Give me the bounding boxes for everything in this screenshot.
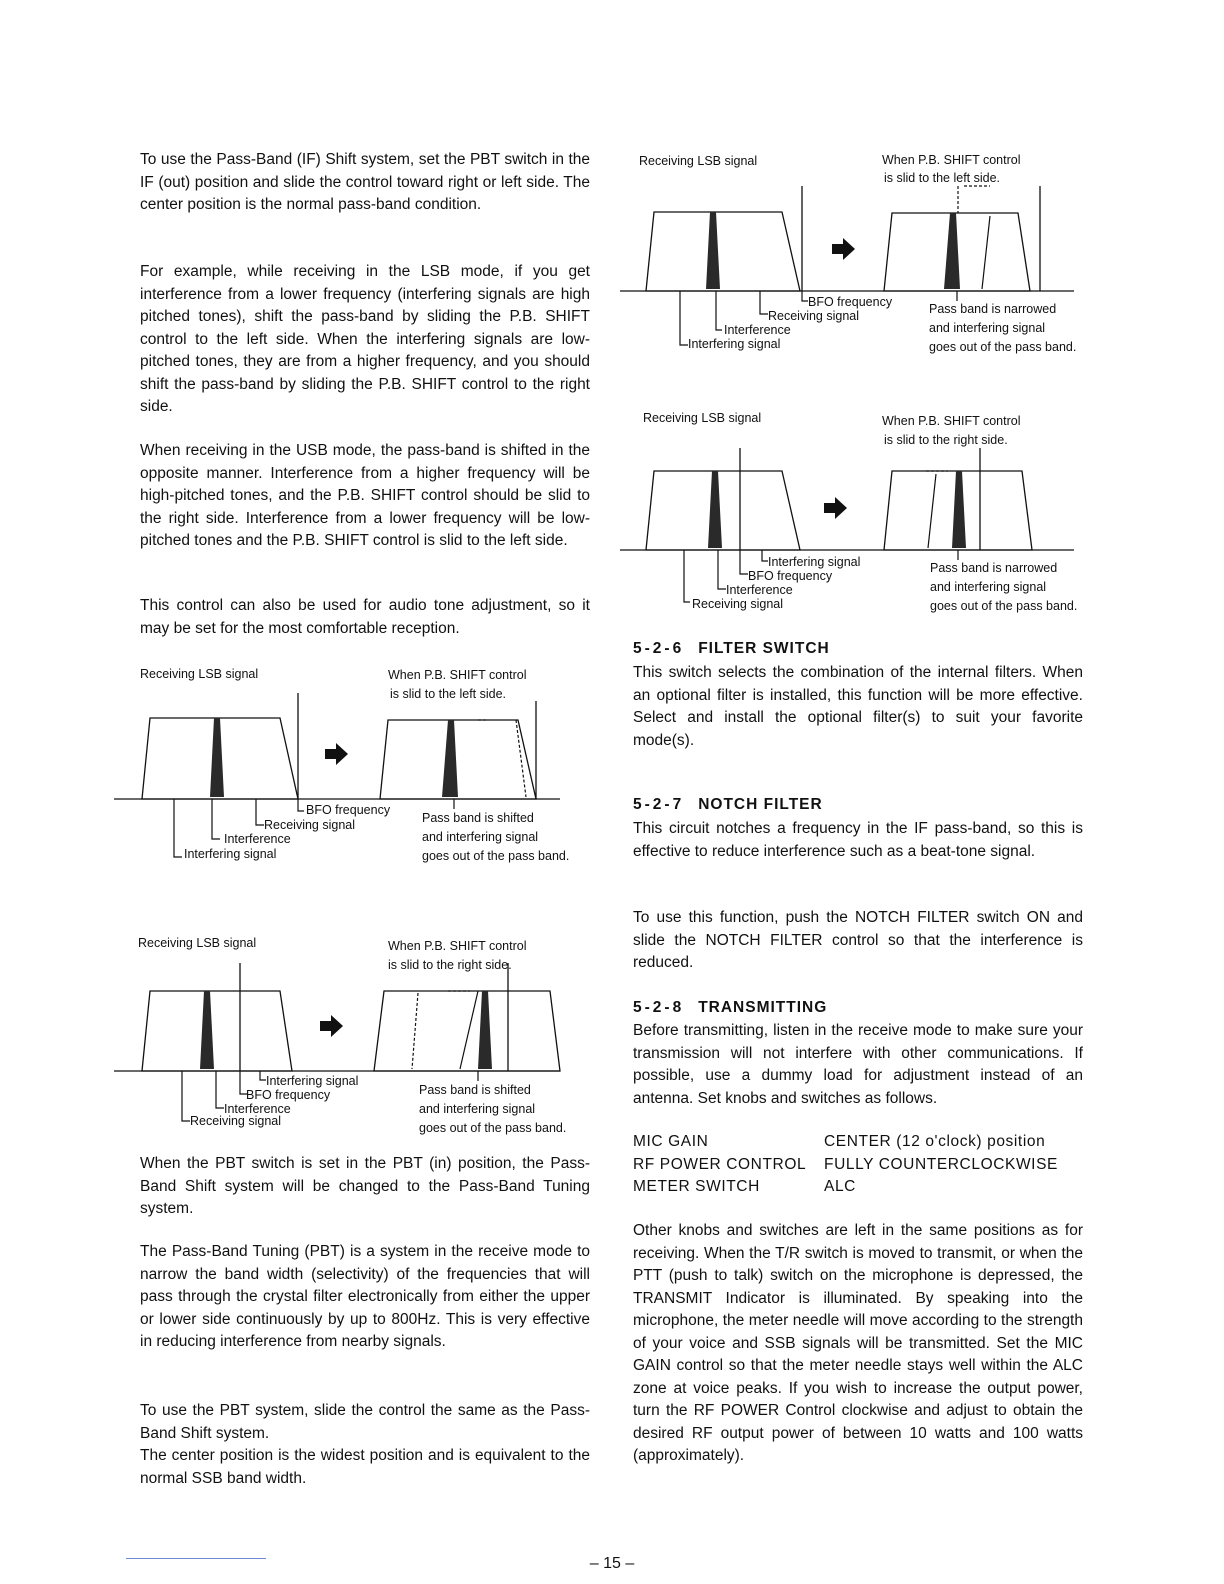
label-interfering-signal: Interfering signal: [688, 337, 781, 351]
label-interference: Interference: [224, 1102, 291, 1116]
diagram-condition: When P.B. SHIFT control: [882, 414, 1021, 428]
filter-switch-body: This switch selects the combination of the internal filters. When an optional filter is installed, this function will be more effective. Select and install the optional filter(s) to suit your favorite mode(s).: [633, 664, 1083, 749]
pbt-switch-paragraph: When the PBT switch is set in the PBT (in) position, the Pass-Band Shift system will be changed to the Pass-Band Tuning system.: [140, 1155, 590, 1217]
setting-row: [633, 1176, 1083, 1199]
result-caption: goes out of the pass band.: [929, 340, 1077, 354]
result-caption: goes out of the pass band.: [930, 599, 1078, 613]
diagram-condition: When P.B. SHIFT control: [882, 153, 1021, 167]
diagram-condition: is slid to the right side.: [884, 433, 1008, 447]
scan-mark: [126, 1558, 266, 1559]
label-bfo-frequency: BFO frequency: [246, 1088, 331, 1102]
section-title: NOTCH FILTER: [698, 796, 823, 813]
audio-tone-paragraph: This control can also be used for audio tone adjustment, so it may be set for the most comfortable reception.: [140, 597, 590, 637]
section-title: FILTER SWITCH: [698, 640, 830, 657]
diagram-lsb-shift-left: [112, 663, 592, 863]
setting-value: ALC: [824, 1178, 856, 1195]
label-interference: Interference: [224, 832, 291, 846]
section-heading-filter-switch: [633, 640, 830, 658]
diagram-condition: is slid to the left side.: [884, 171, 1001, 185]
label-bfo-frequency: BFO frequency: [306, 803, 391, 817]
label-bfo-frequency: BFO frequency: [808, 295, 893, 309]
label-interfering-signal: Interfering signal: [768, 555, 861, 569]
setting-name: RF POWER CONTROL: [633, 1155, 807, 1173]
setting-value: FULLY COUNTERCLOCKWISE: [824, 1155, 1058, 1173]
diagram-pbt-narrow-left: [618, 150, 1098, 354]
label-receiving-signal: Receiving signal: [692, 597, 784, 611]
diagram-title: Receiving LSB signal: [639, 154, 758, 168]
result-caption: and interfering signal: [930, 580, 1047, 594]
notch-filter-body: This circuit notches a frequency in the IF pass-band, so this is effective to reduce interference such as a beat-tone signal.: [633, 820, 1083, 860]
result-caption: and interfering signal: [422, 830, 539, 844]
diagram-condition: is slid to the right side.: [388, 958, 512, 972]
setting-row: [633, 1154, 1083, 1177]
label-receiving-signal: Receiving signal: [768, 309, 860, 323]
section-number: 5-2-8: [633, 999, 685, 1016]
section-heading-transmitting: [633, 999, 827, 1017]
pbt-usage-paragraph: To use the PBT system, slide the control the same as the Pass-Band Shift system.: [140, 1402, 590, 1442]
setting-row: [633, 1131, 1083, 1154]
transmit-settings-table: [633, 1131, 1083, 1199]
result-caption: Pass band is narrowed: [929, 302, 1057, 316]
result-caption: and interfering signal: [929, 321, 1046, 335]
setting-name: MIC GAIN: [633, 1133, 709, 1150]
notch-filter-usage: To use this function, push the NOTCH FILTER switch ON and slide the NOTCH FILTER control so that the interference is reduced.: [633, 909, 1083, 971]
diagram-title: Receiving LSB signal: [138, 936, 257, 950]
result-caption: Pass band is narrowed: [930, 561, 1058, 575]
diagram-title: Receiving LSB signal: [140, 667, 259, 681]
section-title: TRANSMITTING: [698, 999, 828, 1016]
setting-value: CENTER (12 o'clock) position: [824, 1133, 1046, 1150]
usb-paragraph: When receiving in the USB mode, the pass-band is shifted in the opposite manner. Interference from a higher frequency will be high-pitched tones, and the P.B. SHIFT control should be slid to the right side. Interference from a lower frequency will be low-pitched tones and the P.B. SHIFT control is slid to the left side.: [140, 442, 590, 549]
result-caption: Pass band is shifted: [419, 1083, 531, 1097]
label-interfering-signal: Interfering signal: [266, 1074, 359, 1088]
page-number: – 15 –: [589, 1555, 635, 1572]
label-receiving-signal: Receiving signal: [190, 1114, 282, 1128]
diagram-condition: When P.B. SHIFT control: [388, 668, 527, 682]
section-number: 5-2-6: [633, 640, 685, 657]
label-interference: Interference: [724, 323, 791, 337]
result-caption: and interfering signal: [419, 1102, 536, 1116]
pbt-center-paragraph: The center position is the widest position and is equivalent to the normal SSB band width.: [140, 1447, 590, 1487]
diagram-pbt-narrow-right-drawing: [618, 408, 1098, 608]
lsb-example-paragraph: For example, while receiving in the LSB mode, if you get interference from a lower frequency (interfering signals are high pitched tones), shift the pass-band by sliding the P.B. SHIFT control to the left side. When the interfering signals are low-pitched tones, they are from a higher frequency, and you should shift the pass-band by sliding the P.B. SHIFT control to the right side.: [140, 263, 590, 415]
transmitting-body: Before transmitting, listen in the receive mode to make sure your transmission will not interfere with other communications. If possible, use a dummy load for adjustment instead of an antenna. Set knobs and switches as follows.: [633, 1022, 1083, 1107]
section-heading-notch-filter: [633, 796, 823, 814]
transmitting-procedure: Other knobs and switches are left in the same positions as for receiving. When the T/R switch is moved to transmit, or when the PTT (push to talk) switch on the microphone is depressed, the TRANSMIT Indicator is illuminated. By speaking into the microphone, the meter needle will move according to the strength of your voice and SSB signals will be transmitted. Set the MIC GAIN control so that the meter needle stays well within the ALC zone at voice peaks. If you wish to increase the output power, turn the RF POWER Control clockwise and adjust to obtain the desired RF output power of between 10 watts and 100 watts (approximately).: [633, 1222, 1083, 1464]
label-interference: Interference: [726, 583, 793, 597]
diagram-title: Receiving LSB signal: [643, 411, 762, 425]
label-bfo-frequency: BFO frequency: [748, 569, 833, 583]
pbs-intro-paragraph: To use the Pass-Band (IF) Shift system, set the PBT switch in the IF (out) position and slide the control toward right or left side. The center position is the normal pass-band condition.: [140, 151, 590, 213]
result-caption: goes out of the pass band.: [422, 849, 570, 863]
diagram-pbt-narrow-right: [618, 408, 1098, 613]
result-caption: Pass band is shifted: [422, 811, 534, 825]
diagram-condition: is slid to the left side.: [390, 687, 507, 701]
label-interfering-signal: Interfering signal: [184, 847, 277, 861]
pbt-description-paragraph: The Pass-Band Tuning (PBT) is a system in the receive mode to narrow the band width (selectivity) of the frequencies that will pass through the crystal filter electronically from either the upper or lower side continuously by up to 800Hz. This is very effective in reducing interference from nearby signals.: [140, 1243, 590, 1350]
section-number: 5-2-7: [633, 796, 685, 813]
result-caption: goes out of the pass band.: [419, 1121, 567, 1135]
setting-name: METER SWITCH: [633, 1178, 760, 1195]
label-receiving-signal: Receiving signal: [264, 818, 356, 832]
diagram-condition: When P.B. SHIFT control: [388, 939, 527, 953]
diagram-lsb-shift-right: [112, 933, 592, 1133]
